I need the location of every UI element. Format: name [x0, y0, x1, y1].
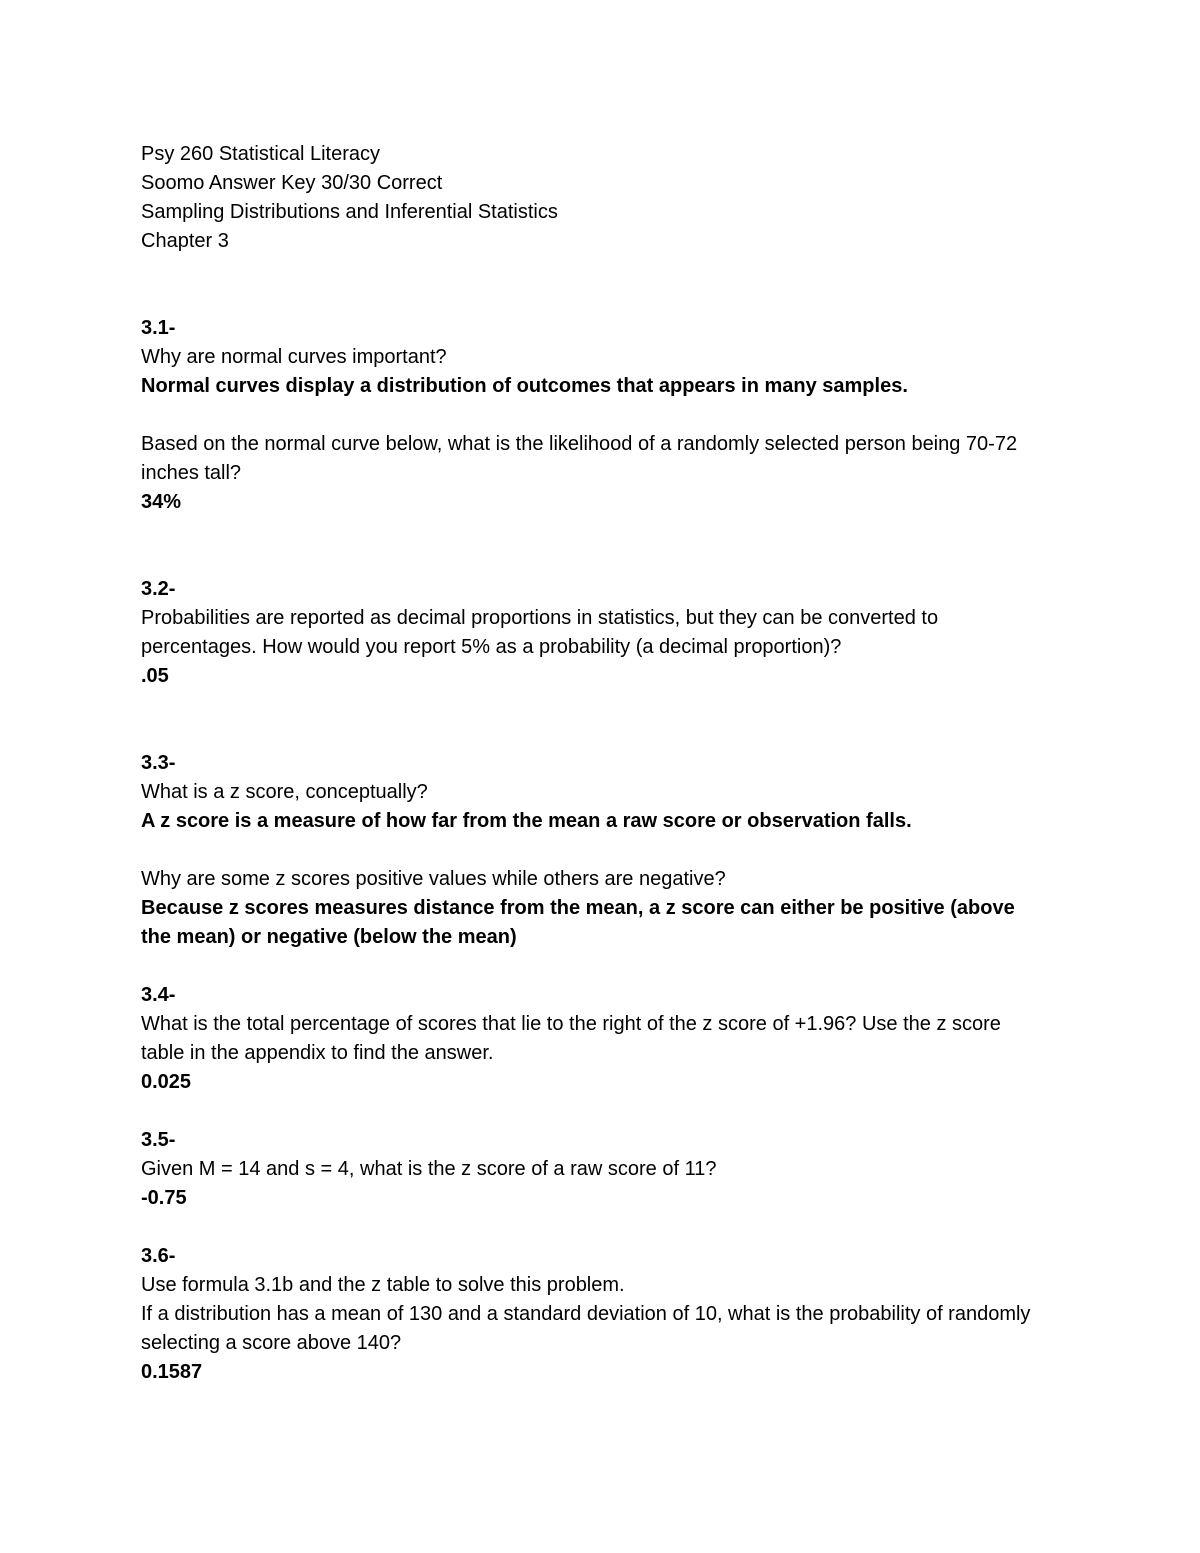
section-number: 3.3-	[141, 752, 176, 774]
section-3-2	[141, 575, 1041, 691]
answer-key-title: Soomo Answer Key 30/30 Correct	[141, 172, 443, 194]
document-header	[141, 140, 1041, 256]
section-number: 3.6-	[141, 1245, 176, 1267]
course-title: Psy 260 Statistical Literacy	[141, 143, 380, 165]
answer-text: Normal curves display a distribution of outcomes that appears in many samples.	[141, 375, 908, 397]
topic-title: Sampling Distributions and Inferential Statistics	[141, 201, 558, 223]
answer-text: -0.75	[141, 1187, 187, 1209]
question-text: Given M = 14 and s = 4, what is the z score of a raw score of 11?	[141, 1158, 717, 1180]
question-text: What is a z score, conceptually?	[141, 781, 428, 803]
question-text: Why are normal curves important?	[141, 346, 447, 368]
question-text: Probabilities are reported as decimal proportions in statistics, but they can be converted to percentages. How would you report 5% as a probability (a decimal proportion)?	[141, 607, 944, 658]
answer-text: A z score is a measure of how far from the mean a raw score or observation falls.	[141, 810, 912, 832]
section-3-1	[141, 314, 1041, 517]
section-3-5	[141, 1126, 1041, 1213]
answer-text: 0.025	[141, 1071, 192, 1093]
section-number: 3.4-	[141, 984, 176, 1006]
section-number: 3.2-	[141, 578, 176, 600]
document-page	[141, 140, 1041, 1416]
section-3-6	[141, 1242, 1041, 1387]
section-number: 3.5-	[141, 1129, 176, 1151]
answer-text: 34%	[141, 491, 182, 513]
paragraph-gap	[141, 401, 1041, 430]
section-3-3	[141, 749, 1041, 952]
answer-text: Because z scores measures distance from the mean, a z score can either be positive (above the mean) or negative (below the mean)	[141, 897, 1021, 948]
question-text: What is the total percentage of scores that lie to the right of the z score of +1.96? Use the z score table in the appendix to find the answer.	[141, 1013, 1007, 1064]
section-3-4	[141, 981, 1041, 1097]
question-text: Use formula 3.1b and the z table to solve this problem.	[141, 1274, 625, 1296]
answer-text: 0.1587	[141, 1361, 203, 1383]
question-text: Based on the normal curve below, what is the likelihood of a randomly selected person being 70-72 inches tall?	[141, 433, 1023, 484]
paragraph-gap	[141, 836, 1041, 865]
section-number: 3.1-	[141, 317, 176, 339]
answer-text: .05	[141, 665, 169, 687]
question-text: Why are some z scores positive values while others are negative?	[141, 868, 726, 890]
question-text: If a distribution has a mean of 130 and a standard deviation of 10, what is the probability of randomly selecting a score above 140?	[141, 1303, 1036, 1354]
chapter-title: Chapter 3	[141, 230, 229, 252]
